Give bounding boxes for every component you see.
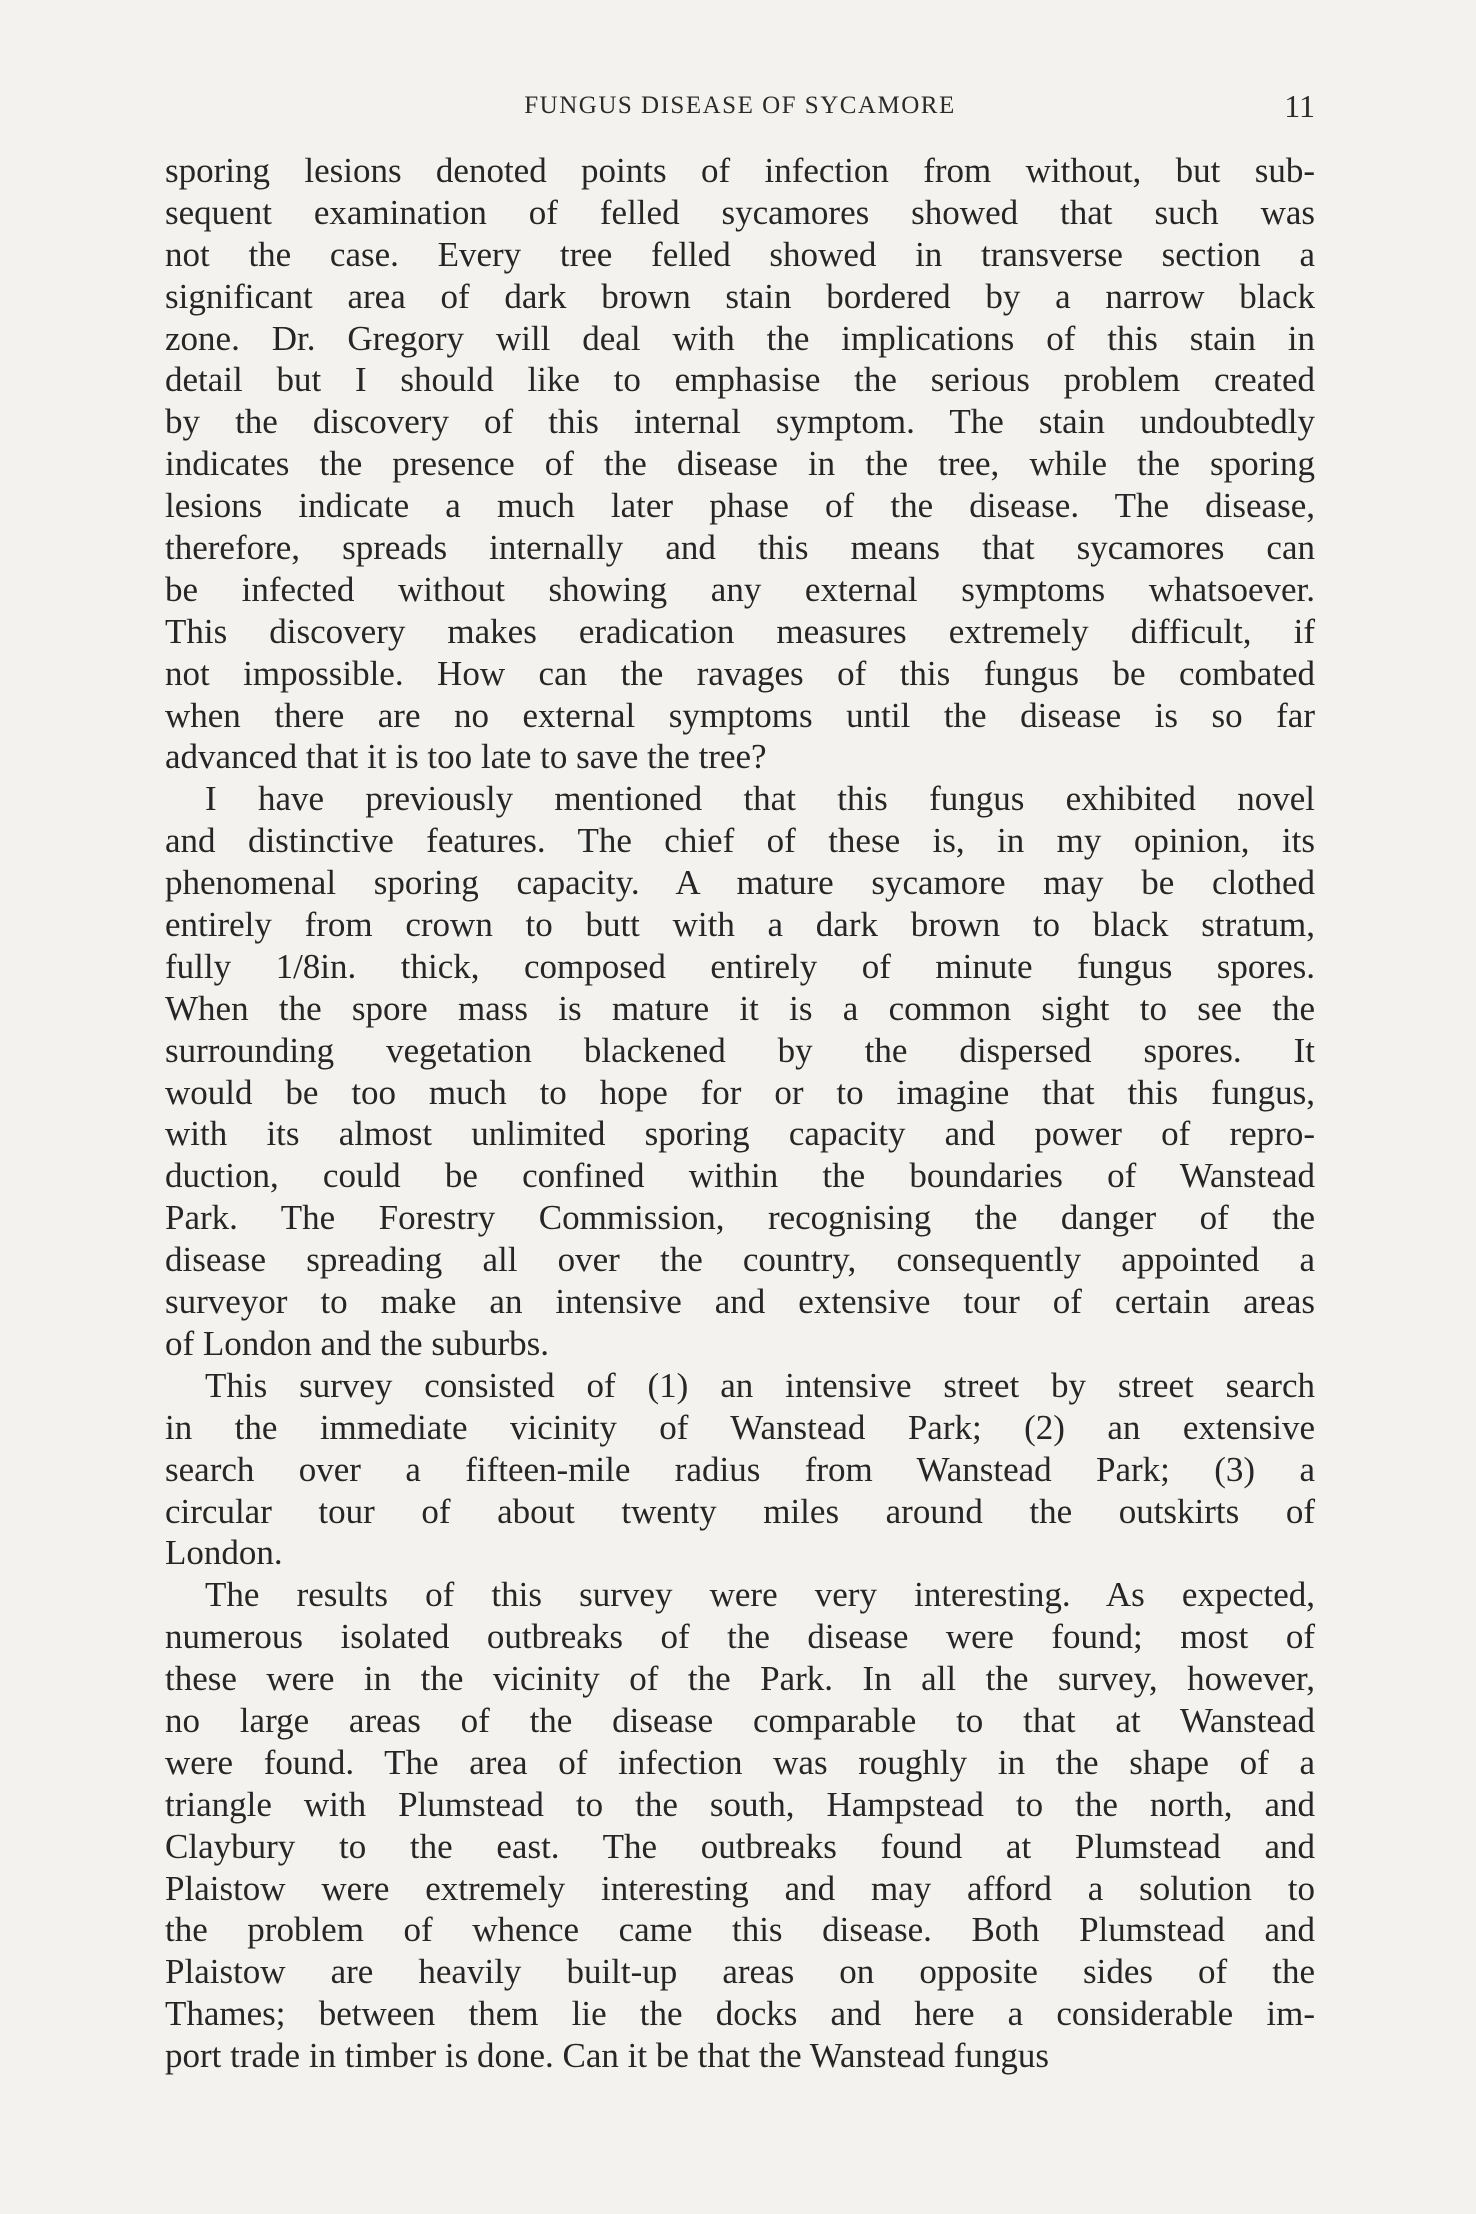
text-line: sporing lesions denoted points of infection from without, but sub- (165, 151, 1315, 190)
text-line: surrounding vegetation blackened by the dispersed spores. It (165, 1030, 1315, 1070)
text-line: This survey consisted of (1) an intensive street by street search (205, 1365, 1315, 1405)
text-line: therefore, spreads internally and this means that sycamores can (165, 528, 1315, 568)
paragraph (165, 150, 1315, 778)
running-title: FUNGUS DISEASE OF SYCAMORE (524, 92, 956, 119)
text-line: Park. The Forestry Commission, recognising the danger of the (165, 1198, 1315, 1238)
text-line: no large areas of the disease comparable to that at Wanstead (165, 1700, 1315, 1740)
text-line: of London and the suburbs. (165, 1323, 549, 1363)
text-line: I have previously mentioned that this fungus exhibited novel (205, 779, 1315, 819)
paragraph (165, 1574, 1315, 2077)
text-line: Plaistow were extremely interesting and may afford a solution to (165, 1868, 1315, 1908)
text-line: with its almost unlimited sporing capacity and power of repro- (165, 1114, 1315, 1154)
paragraph (165, 1365, 1315, 1574)
text-line: when there are no external symptoms until the disease is so far (165, 695, 1315, 735)
page-number: 11 (1284, 88, 1315, 124)
text-line: sequent examination of felled sycamores showed that such was (165, 192, 1315, 232)
text-line: fully 1/8in. thick, composed entirely of minute fungus spores. (165, 946, 1315, 986)
text-line: phenomenal sporing capacity. A mature sycamore may be clothed (165, 863, 1315, 903)
text-line: The results of this survey were very interesting. As expected, (205, 1575, 1315, 1615)
text-line: London. (165, 1533, 283, 1573)
text-line: in the immediate vicinity of Wanstead Park; (2) an extensive (165, 1407, 1315, 1447)
text-line: Thames; between them lie the docks and here a considerable im- (165, 1994, 1315, 2034)
text-line: detail but I should like to emphasise the serious problem created (165, 360, 1315, 400)
text-line: surveyor to make an intensive and extensive tour of certain areas (165, 1282, 1315, 1322)
text-line: advanced that it is too late to save the tree? (165, 737, 767, 777)
text-line: not impossible. How can the ravages of this fungus be combated (165, 653, 1315, 693)
text-line: When the spore mass is mature it is a common sight to see the (165, 988, 1315, 1028)
text-line: be infected without showing any external symptoms whatsoever. (165, 569, 1315, 609)
text-line: This discovery makes eradication measures extremely difficult, if (165, 611, 1315, 651)
running-head (165, 88, 1315, 128)
text-line: triangle with Plumstead to the south, Hampstead to the north, and (165, 1784, 1315, 1824)
text-line: not the case. Every tree felled showed in transverse section a (165, 234, 1315, 274)
text-line: Claybury to the east. The outbreaks found at Plumstead and (165, 1826, 1315, 1866)
text-line: would be too much to hope for or to imagine that this fungus, (165, 1072, 1315, 1112)
body-text (165, 150, 1315, 2077)
text-line: significant area of dark brown stain bordered by a narrow black (165, 276, 1315, 316)
paragraph (165, 778, 1315, 1364)
text-line: port trade in timber is done. Can it be that the Wanstead fungus (165, 2036, 1049, 2076)
text-line: lesions indicate a much later phase of the disease. The disease, (165, 486, 1315, 526)
text-line: entirely from crown to butt with a dark brown to black stratum, (165, 905, 1315, 945)
text-line: duction, could be confined within the boundaries of Wanstead (165, 1156, 1315, 1196)
text-line: circular tour of about twenty miles around the outskirts of (165, 1491, 1315, 1531)
text-line: were found. The area of infection was roughly in the shape of a (165, 1742, 1315, 1782)
text-line: these were in the vicinity of the Park. In all the survey, however, (165, 1659, 1315, 1699)
text-line: zone. Dr. Gregory will deal with the implications of this stain in (165, 318, 1315, 358)
text-line: indicates the presence of the disease in the tree, while the sporing (165, 444, 1315, 484)
text-line: search over a fifteen-mile radius from Wanstead Park; (3) a (165, 1449, 1315, 1489)
text-line: and distinctive features. The chief of these is, in my opinion, its (165, 821, 1315, 861)
text-line: Plaistow are heavily built-up areas on opposite sides of the (165, 1952, 1315, 1992)
text-line: numerous isolated outbreaks of the disease were found; most of (165, 1617, 1315, 1657)
text-line: disease spreading all over the country, consequently appointed a (165, 1240, 1315, 1280)
text-line: by the discovery of this internal symptom. The stain undoubtedly (165, 402, 1315, 442)
text-line: the problem of whence came this disease. Both Plumstead and (165, 1910, 1315, 1950)
